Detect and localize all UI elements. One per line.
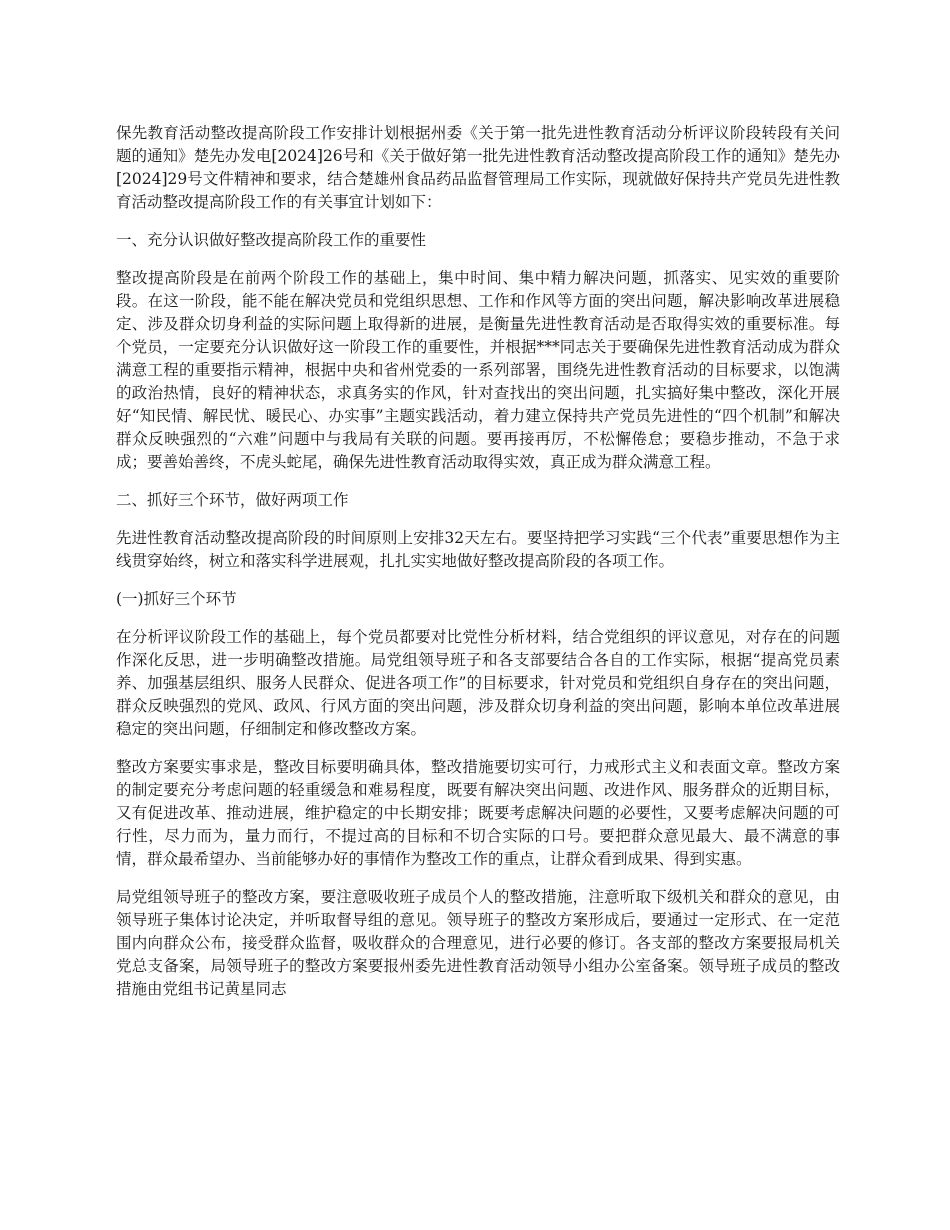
section-heading-2: 二、抓好三个环节，做好两项工作 — [116, 491, 349, 509]
subsection-1-paragraph-2: 整改方案要实事求是，整改目标要明确具体，整改措施要切实可行，力戒形式主义和表面文章。整改方案的制定要充分考虑问题的轻重缓急和难易程度，既要有解决突出问题、改进作风、服务群众的近期目标，又有促进改革、推动进展，维护稳定的中长期安排；既要考虑解决问题的必要性，又要考虑解决问题的可行性，尽力而为，量力而行，不提过高的目标和不切合实际的口号。要把群众意见最大、最不满意的事情，群众最希望办、当前能够办好的事情作为整改工作的重点，让群众看到成果、得到实惠。 — [116, 758, 840, 868]
subsection-1-paragraph-1: 在分析评议阶段工作的基础上，每个党员都要对比党性分析材料，结合党组织的评议意见，对存在的问题作深化反思，进一步明确整改措施。局党组领导班子和各支部要结合各自的工作实际，根据“提高党员素养、加强基层组织、服务人民群众、促进各项工作”的目标要求，针对党员和党组织自身存在的突出问题，群众反映强烈的党风、政风、行风方面的突出问题，涉及群众切身利益的突出问题，影响本单位改革进展稳定的突出问题，仔细制定和修改整改方案。 — [116, 628, 840, 738]
section-2-paragraph: 先进性教育活动整改提高阶段的时间原则上安排32天左右。要坚持把学习实践“三个代表”重要思想作为主线贯穿始终，树立和落实科学进展观，扎扎实实地做好整改提高阶段的各项工作。 — [116, 529, 840, 570]
section-heading-1: 一、充分认识做好整改提高阶段工作的重要性 — [116, 231, 427, 249]
subsection-1-paragraph-3: 局党组领导班子的整改方案，要注意吸收班子成员个人的整改措施，注意听取下级机关和群众的意见，由领导班子集体讨论决定，并听取督导组的意见。领导班子的整改方案形成后，要通过一定形式、在一定范围内向群众公布，接受群众监督，吸收群众的合理意见，进行必要的修订。各支部的整改方案要报局机关党总支备案，局领导班子的整改方案要报州委先进性教育活动领导小组办公室备案。领导班子成员的整改措施由党组书记黄星同志 — [116, 888, 840, 998]
intro-paragraph: 保先教育活动整改提高阶段工作安排计划根据州委《关于第一批先进性教育活动分析评议阶段转段有关问题的通知》楚先办发电[2024]26号和《关于做好第一批先进性教育活动整改提高阶段工作的通知》楚先办[2024]29号文件精神和要求，结合楚雄州食品药品监督管理局工作实际，现就做好保持共产党员先进性教育活动整改提高阶段工作的有关事宜计划如下： — [116, 124, 840, 211]
section-1-paragraph: 整改提高阶段是在前两个阶段工作的基础上，集中时间、集中精力解决问题，抓落实、见实效的重要阶段。在这一阶段，能不能在解决党员和党组织思想、工作和作风等方面的突出问题，解决影响改革进展稳定、涉及群众切身利益的实际问题上取得新的进展，是衡量先进性教育活动是否取得实效的重要标准。每个党员，一定要充分认识做好这一阶段工作的重要性，并根据***同志关于要确保先进性教育活动成为群众满意工程的重要指示精神，根据中央和省州党委的一系列部署，围绕先进性教育活动的目标要求，以饱满的政治热情，良好的精神状态，求真务实的作风，针对查找出的突出问题，扎实搞好集中整改，深化开展好“知民情、解民忧、暖民心、办实事”主题实践活动，着力建立保持共产党员先进性的“四个机制”和解决群众反映强烈的“六难”问题中与我局有关联的问题。要再接再厉，不松懈倦怠；要稳步推动，不急于求成；要善始善终，不虎头蛇尾，确保先进性教育活动取得实效，真正成为群众满意工程。 — [116, 269, 840, 471]
subsection-heading-1: (一)抓好三个环节 — [116, 590, 237, 608]
document-body — [116, 122, 840, 1016]
